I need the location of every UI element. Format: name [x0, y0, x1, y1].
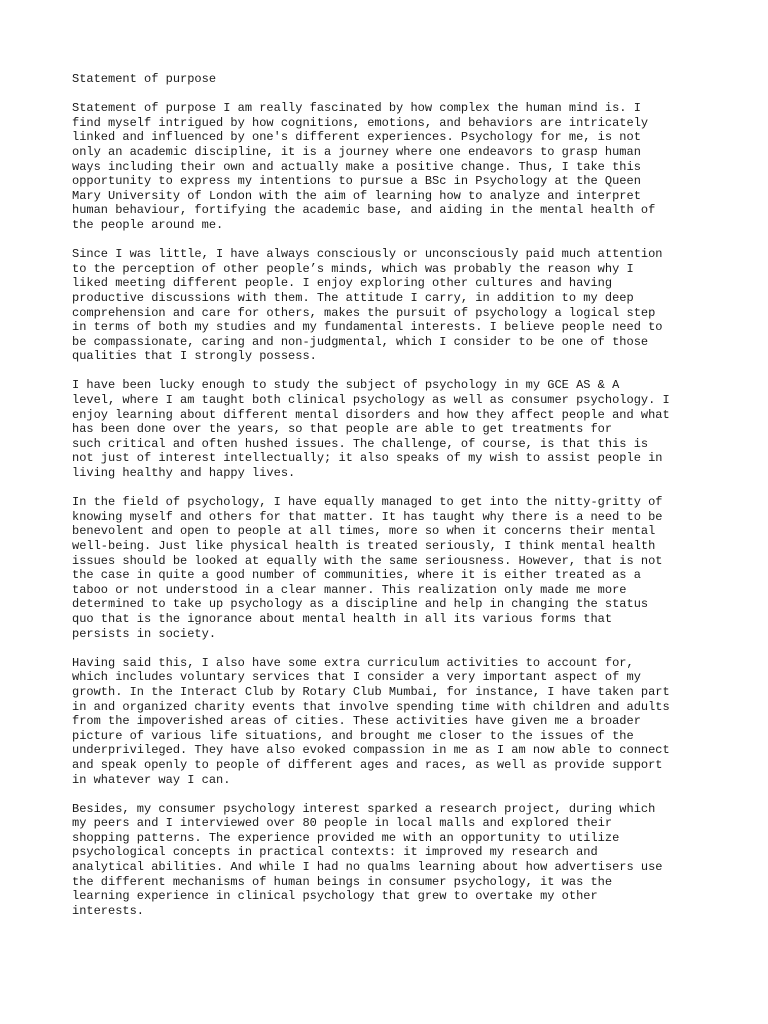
document-title: Statement of purpose — [72, 72, 217, 86]
text-line: ways including their own and actually make a positive change. Thus, I take this — [72, 159, 641, 174]
text-line: not just of interest intellectually; it also speaks of my wish to assist people in — [72, 451, 663, 466]
text-line: Besides, my consumer psychology interest sparked a research project, during which — [72, 801, 656, 816]
text-line: such critical and often hushed issues. The challenge, of course, is that this is — [72, 436, 649, 451]
text-line: in terms of both my studies and my fundamental interests. I believe people need to — [72, 320, 663, 335]
text-line: find myself intrigued by how cognitions, emotions, and behaviors are intricately — [72, 115, 649, 130]
text-line: and speak openly to people of different ages and races, as well as provide support — [72, 757, 663, 772]
text-line: human behaviour, fortifying the academic base, and aiding in the mental health of — [72, 203, 656, 218]
text-line: knowing myself and others for that matter. It has taught why there is a need to be — [72, 509, 663, 524]
document-page — [72, 72, 712, 933]
text-line: Mary University of London with the aim of learning how to analyze and interpret — [72, 188, 641, 203]
text-line: liked meeting different people. I enjoy exploring other cultures and having — [72, 276, 613, 291]
text-line: I have been lucky enough to study the subject of psychology in my GCE AS & A — [72, 378, 620, 393]
text-line: level, where I am taught both clinical psychology as well as consumer psychology. I — [72, 393, 670, 408]
text-line: shopping patterns. The experience provided me with an opportunity to utilize — [72, 830, 620, 845]
document-body — [72, 101, 712, 918]
text-line: the case in quite a good number of communities, where it is either treated as a — [72, 568, 641, 583]
paragraph — [72, 495, 712, 641]
paragraph — [72, 802, 712, 919]
paragraph — [72, 378, 712, 480]
text-line: interests. — [72, 903, 145, 918]
text-line: to the perception of other people’s minds, which was probably the reason why I — [72, 261, 634, 276]
text-line: be compassionate, caring and non-judgmental, which I consider to be one of those — [72, 334, 649, 349]
text-line: has been done over the years, so that people are able to get treatments for — [72, 422, 613, 437]
text-line: from the impoverished areas of cities. These activities have given me a broader — [72, 714, 641, 729]
text-line: well-being. Just like physical health is treated seriously, I think mental health — [72, 539, 656, 553]
text-line: comprehension and care for others, makes the pursuit of psychology a logical step — [72, 305, 656, 320]
paragraph — [72, 247, 712, 364]
text-line: underprivileged. They have also evoked compassion in me as I am now able to connect — [72, 743, 670, 758]
text-line: Statement of purpose I am really fascinated by how complex the human mind is. I — [72, 101, 641, 116]
text-line: learning experience in clinical psychology that grew to overtake my other — [72, 889, 598, 904]
text-line: opportunity to express my intentions to pursue a BSc in Psychology at the Queen — [72, 174, 641, 189]
text-line: growth. In the Interact Club by Rotary Club Mumbai, for instance, I have taken part — [72, 684, 670, 699]
text-line: analytical abilities. And while I had no qualms learning about how advertisers use — [72, 860, 663, 875]
text-line: taboo or not understood in a clear manner. This realization only made me more — [72, 582, 627, 597]
text-line: living healthy and happy lives. — [72, 466, 296, 481]
text-line: psychological concepts in practical contexts: it improved my research and — [72, 845, 598, 860]
text-line: persists in society. — [72, 626, 217, 641]
text-line: determined to take up psychology as a discipline and help in changing the status — [72, 597, 649, 612]
text-line: quo that is the ignorance about mental health in all its various forms that — [72, 611, 613, 626]
text-line: linked and influenced by one's different experiences. Psychology for me, is not — [72, 130, 641, 145]
text-line: the people around me. — [72, 217, 224, 232]
text-line: productive discussions with them. The attitude I carry, in addition to my deep — [72, 290, 634, 305]
text-line: benevolent and open to people at all times, more so when it concerns their mental — [72, 524, 656, 539]
text-line: picture of various life situations, and brought me closer to the issues of the — [72, 728, 634, 743]
text-line: the different mechanisms of human beings in consumer psychology, it was the — [72, 874, 613, 889]
text-line: Since I was little, I have always consciously or unconsciously paid much attention — [72, 247, 663, 262]
text-line: which includes voluntary services that I consider a very important aspect of my — [72, 670, 641, 685]
text-line: only an academic discipline, it is a journey where one endeavors to grasp human — [72, 144, 641, 159]
text-line: Having said this, I also have some extra curriculum activities to account for, — [72, 655, 634, 670]
text-line: enjoy learning about different mental disorders and how they affect people and what — [72, 407, 670, 422]
text-line: issues should be looked at equally with the same seriousness. However, that is not — [72, 553, 663, 568]
text-line: my peers and I interviewed over 80 people in local malls and explored their — [72, 816, 613, 831]
paragraph — [72, 656, 712, 787]
text-line: In the field of psychology, I have equally managed to get into the nitty-gritty of — [72, 495, 663, 510]
paragraph — [72, 101, 712, 232]
text-line: in and organized charity events that involve spending time with children and adults — [72, 699, 670, 714]
text-line: in whatever way I can. — [72, 772, 231, 787]
text-line: qualities that I strongly possess. — [72, 349, 317, 364]
